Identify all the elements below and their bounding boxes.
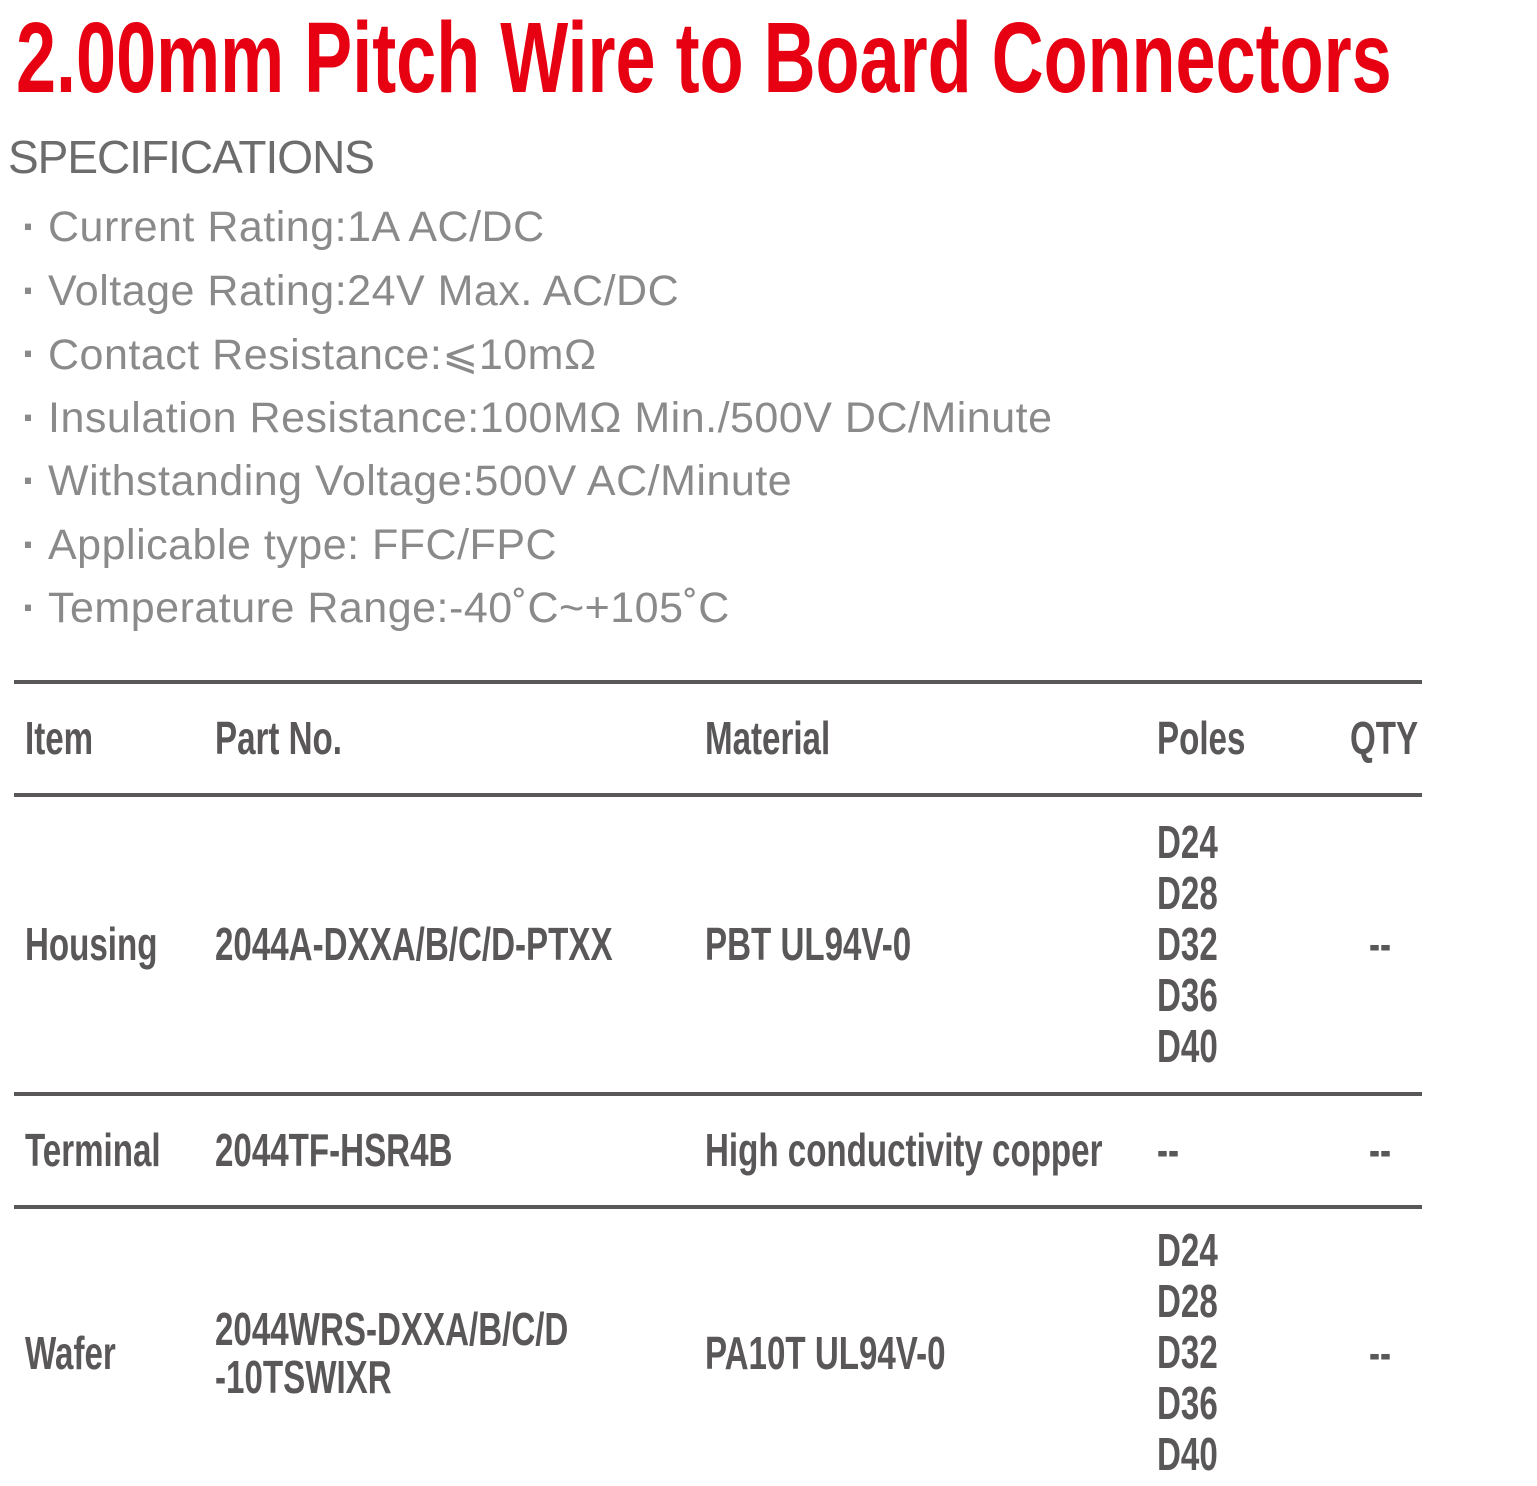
spec-list — [0, 196, 1537, 641]
poles-list — [1157, 817, 1218, 1072]
table-row-housing — [14, 793, 1422, 1092]
part-no-line: 2044WRS-DXXA/B/C/D — [215, 1302, 569, 1355]
cell-poles — [1150, 1209, 1345, 1486]
bullet-icon: · — [22, 393, 37, 442]
cell-material: High conductivity copper — [705, 1124, 1103, 1176]
spec-text: Current Rating:1A AC/DC — [48, 203, 545, 252]
spec-item-contact-resistance — [0, 323, 1537, 387]
bullet-icon: · — [22, 457, 37, 506]
cell-part-no — [215, 1209, 703, 1486]
part-no-line: -10TSWIXR — [215, 1350, 392, 1403]
cell-qty: -- — [1369, 1124, 1392, 1176]
cell-qty: -- — [1369, 1326, 1392, 1379]
page-title: 2.00mm Pitch Wire to Board Connectors — [16, 2, 1392, 114]
cell-part-no — [215, 797, 703, 1092]
cell-material: PBT UL94V-0 — [705, 918, 912, 970]
header-cell-qty: QTY — [1350, 712, 1419, 764]
pole-item: D36 — [1157, 1377, 1218, 1429]
pole-item: D28 — [1157, 866, 1218, 919]
cell-poles — [1150, 1096, 1345, 1205]
datasheet-page — [0, 4, 1537, 1486]
cell-item: Terminal — [25, 1124, 161, 1176]
pole-item: D32 — [1157, 917, 1218, 970]
spec-text: Insulation Resistance:100MΩ Min./500V DC/Minute — [48, 393, 1053, 442]
cell-item: Housing — [25, 918, 158, 970]
pole-item: D36 — [1157, 968, 1218, 1021]
table-row-wafer — [14, 1205, 1422, 1486]
pole-item: D32 — [1157, 1326, 1218, 1378]
pole-item: D24 — [1157, 1224, 1218, 1276]
spec-item-voltage-rating — [0, 260, 1537, 324]
cell-qty: -- — [1369, 918, 1392, 970]
header-cell-part-no: Part No. — [215, 712, 342, 764]
header-cell-material: Material — [705, 712, 831, 764]
spec-item-withstanding-voltage — [0, 450, 1537, 514]
bullet-icon: · — [22, 584, 37, 633]
spec-text: Applicable type: FFC/FPC — [48, 520, 558, 569]
poles-list — [1157, 1125, 1179, 1176]
part-no-lines — [215, 1302, 569, 1403]
spec-item-insulation-resistance — [0, 387, 1537, 451]
bullet-icon: · — [22, 266, 37, 315]
pole-item: D28 — [1157, 1275, 1218, 1327]
bullet-icon: · — [22, 520, 37, 569]
pole-item: D40 — [1157, 1428, 1218, 1480]
spec-item-current-rating — [0, 196, 1537, 260]
specifications-heading: SPECIFICATIONS — [8, 131, 374, 183]
table-header-row — [14, 680, 1422, 793]
table-row-terminal — [14, 1092, 1422, 1205]
pole-item: D40 — [1157, 1019, 1218, 1072]
header-cell-item: Item — [25, 712, 94, 764]
spec-text: Withstanding Voltage:500V AC/Minute — [48, 457, 793, 506]
cell-item: Wafer — [25, 1326, 116, 1379]
spec-text: Contact Resistance:⩽10mΩ — [48, 330, 597, 379]
spec-text: Temperature Range:-40˚C~+105˚C — [48, 584, 730, 633]
cell-material: PA10T UL94V-0 — [705, 1326, 946, 1379]
part-no-line: 2044A-DXXA/B/C/D-PTXX — [215, 918, 613, 970]
cell-part-no — [215, 1096, 703, 1205]
bullet-icon: · — [22, 330, 37, 379]
part-no-line: 2044TF-HSR4B — [215, 1124, 453, 1176]
spec-item-applicable-type — [0, 514, 1537, 578]
header-cell-poles: Poles — [1157, 712, 1246, 764]
pole-item: -- — [1157, 1123, 1180, 1176]
poles-list — [1157, 1225, 1218, 1480]
spec-text: Voltage Rating:24V Max. AC/DC — [48, 266, 680, 315]
bullet-icon: · — [22, 203, 37, 252]
pole-item: D24 — [1157, 815, 1218, 868]
cell-poles — [1150, 797, 1345, 1092]
spec-item-temperature-range — [0, 577, 1537, 641]
parts-table — [14, 680, 1422, 1486]
